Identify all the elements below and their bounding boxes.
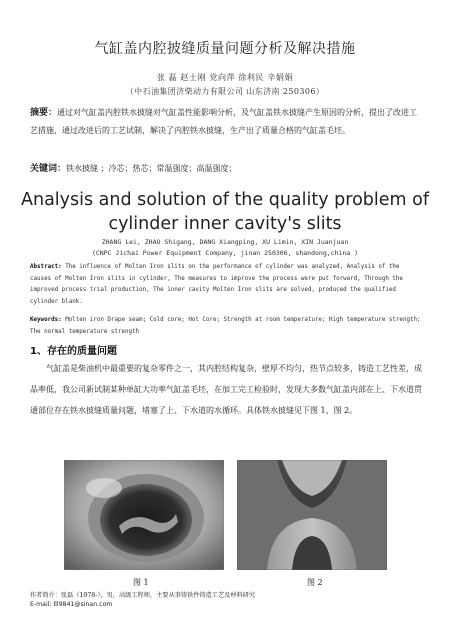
author-footnote (30, 591, 422, 609)
english-keywords-label: Keywords: (30, 317, 62, 323)
chinese-abstract-text: 通过对气缸盖内腔铁水披缝对气缸盖性能影响分析，及气缸盖铁水披缝产生原因的分析，提出了改进工艺措施，通过改进后的工艺试制，解决了内腔铁水披缝，生产出了质量合格的气缸盖毛坯。 (30, 108, 418, 135)
chinese-abstract (30, 104, 420, 140)
english-keywords-text: Molten iron Drape seam; Cold core; Hot Core; Strength at room temperature; High temperature strength; The normal temperature strength (30, 317, 421, 335)
chinese-keywords-text: 铁水披缝 ；冷芯；热芯；常温强度；高温强度； (66, 164, 237, 173)
footnote-email: E-mail: lll9841@sinan.com (30, 601, 113, 608)
chinese-affiliation: （中石油集团济柴动力有限公司 山东济南 250306） (125, 87, 325, 96)
english-abstract-text: The influence of Molten Iron slits on the performance of cylinder was analyzed, Analysis of the causes of Molten Iron slits in cylinder, The measures to improve the process were put forward, Through the improved process trial production, The inner cavity Molten Iron slits are solved, produced the qualified cylinder blank. (30, 264, 403, 305)
figure-2-photo (237, 460, 387, 570)
chinese-authors: 张 磊 赵士刚 党向萍 徐利民 辛娟娟 (156, 73, 294, 82)
footnote-author-bio: 作者简介：张磊（1978-），男，高级工程师，主要从事铸铁件铸造工艺及材料研究 (30, 592, 256, 599)
chinese-keywords (30, 161, 420, 174)
figure-1-caption: 图 1 (133, 578, 149, 587)
english-abstract-label: Abstract: (30, 264, 62, 270)
figure-1-photo (64, 460, 224, 570)
chinese-title: 气缸盖内腔披缝质量问题分析及解决措施 (94, 41, 356, 57)
english-affiliation: (CNPC Jichai Power Equipment Company, jinan 250306, shandong,china ) (91, 249, 359, 257)
english-keywords (30, 315, 422, 338)
section-body: 气缸盖是柴油机中最重要的复杂零件之一，其内腔结构复杂，壁厚不均匀，热节点较多，铸造工艺性差，成品率低，我公司新试制某种单缸大功率气缸盖毛坯，在加工完工检验时，发现大多数气缸盖内部在上、下水道贯通部位存在铁水披缝质量问题，堵塞了上、下水道的水循环。具体铁水披缝见下图 1、图 2。 (30, 364, 422, 415)
figure-2-caption: 图 2 (307, 578, 323, 587)
english-title-line2: cylinder inner cavity's slits (108, 214, 342, 234)
english-abstract (30, 262, 422, 308)
english-title (0, 188, 450, 236)
english-authors: ZHANG Lei, ZHAO Shigang, DANG Xiangping, XU Limin, XIN Juanjuan (101, 238, 349, 246)
chinese-abstract-label: 摘要： (30, 108, 58, 118)
section-heading: 1、存在的质量问题 (30, 346, 117, 357)
chinese-keywords-label: 关键词： (30, 164, 67, 174)
english-title-line1: Analysis and solution of the quality problem of (21, 190, 429, 210)
